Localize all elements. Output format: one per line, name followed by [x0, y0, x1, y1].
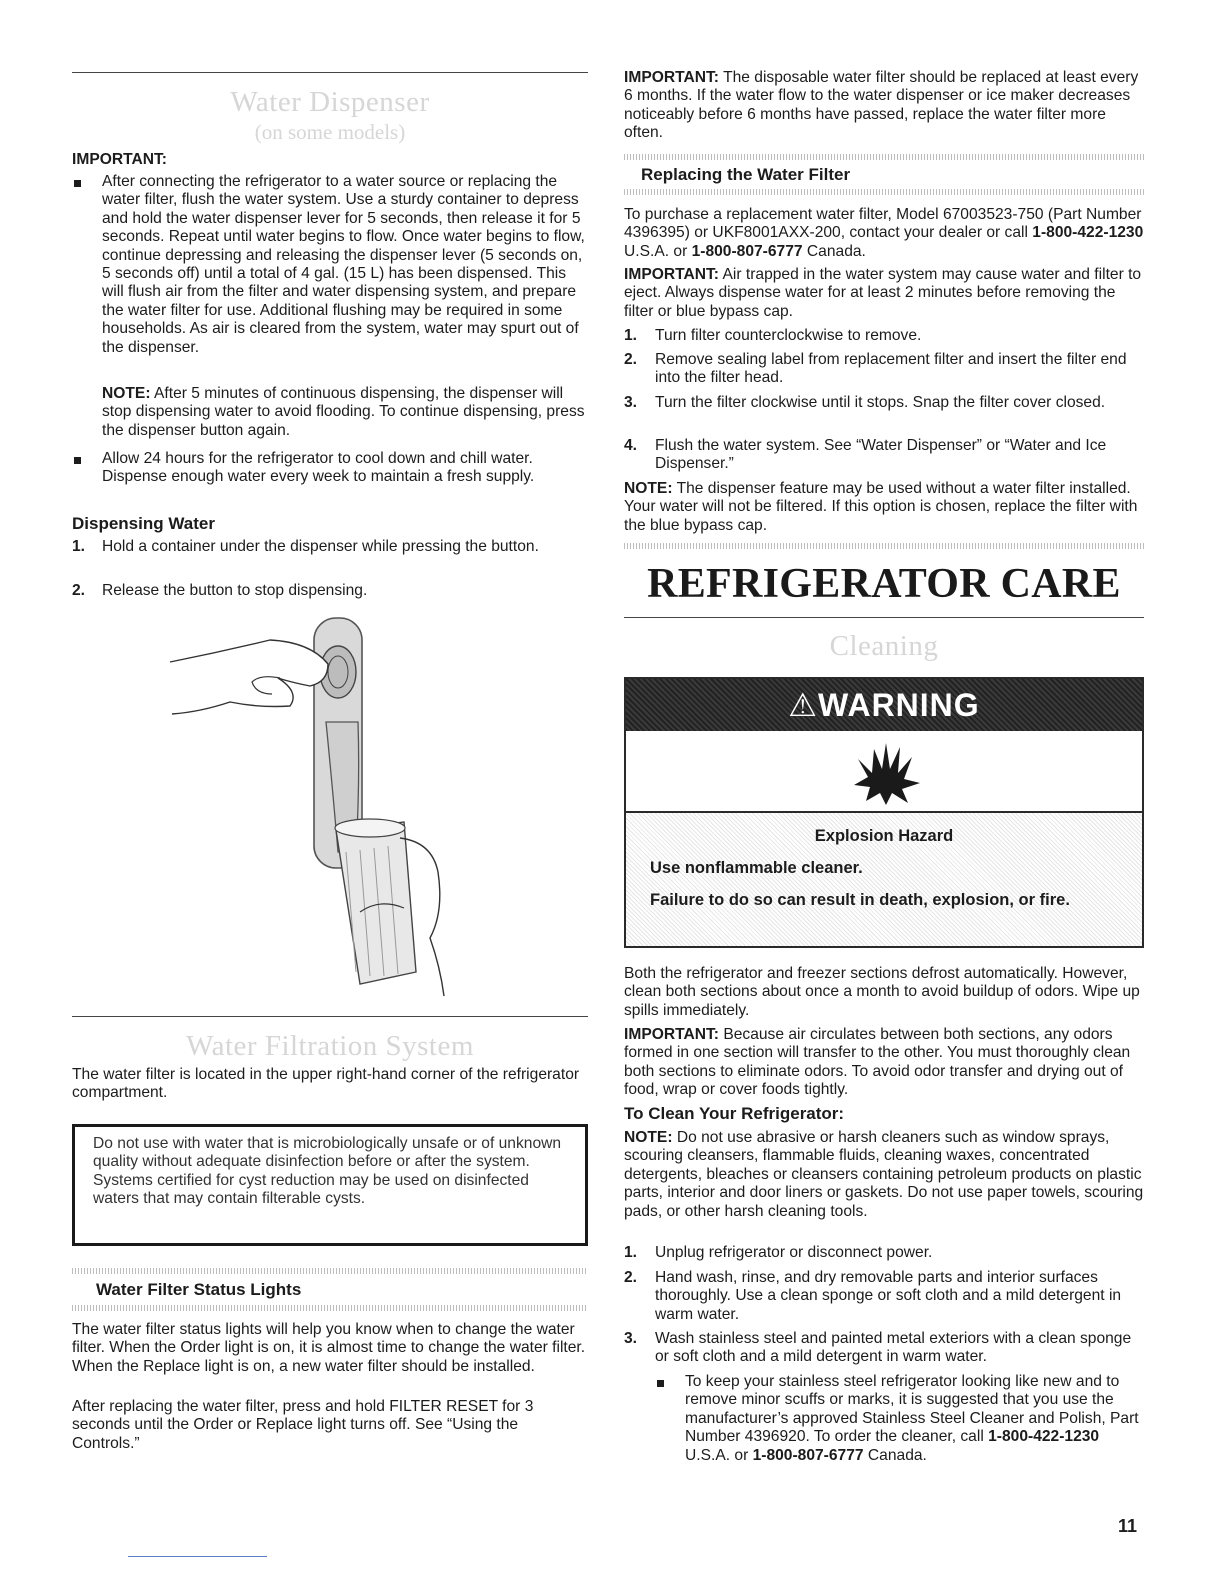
filter-location-text: The water filter is located in the upper right-hand corner of the refrigerator compartment.	[72, 1066, 580, 1102]
step-number: 2.	[624, 351, 638, 368]
status-heading-top-hatch	[72, 1268, 588, 1274]
replace-step-2: Remove sealing label from replacement filter and insert the filter end into the filter head.	[655, 351, 1127, 387]
purchase-text-a: To purchase a replacement water filter, Model 67003523-750 (Part Number 4396395) or UKF8001AXX-200, contact your dealer or call	[624, 206, 1142, 242]
water-filtration-title: Water Filtration System	[186, 1030, 474, 1062]
dispensing-water-heading: Dispensing Water	[72, 514, 215, 533]
water-dispenser-title: Water Dispenser	[230, 86, 430, 118]
step-number: 3.	[624, 394, 638, 411]
step-number: 1.	[624, 1244, 638, 1261]
purchase-filter-text	[624, 206, 1144, 261]
replace-step-4: Flush the water system. See “Water Dispenser” or “Water and Ice Dispenser.”	[655, 437, 1107, 473]
bullet-marker	[74, 180, 81, 187]
phone-usa: 1-800-422-1230	[1032, 224, 1144, 242]
replacing-heading-top-hatch	[624, 154, 1144, 160]
refrigerator-care-title: REFRIGERATOR CARE	[647, 561, 1121, 607]
clean-step-1: Unplug refrigerator or disconnect power.	[655, 1244, 933, 1261]
care-rule	[624, 617, 1144, 618]
replacing-heading-bottom-hatch	[624, 189, 1144, 195]
warning-text-area	[626, 813, 1142, 946]
dispense-step-1: Hold a container under the dispenser while pressing the button.	[102, 538, 539, 555]
step-number: 1.	[624, 327, 638, 344]
important-label: IMPORTANT:	[624, 1026, 719, 1043]
care-top-hatch	[624, 543, 1144, 549]
filter-reset-text: After replacing the water filter, press and hold FILTER RESET for 3 seconds until the Order or Replace light turns off. See “Using the Controls.”	[72, 1398, 534, 1452]
phone-canada: 1-800-807-6777	[691, 242, 803, 260]
hand	[170, 640, 328, 714]
status-lights-text: The water filter status lights will help you know when to change the water filter. When the Order light is on, it is almost time to change the water filter. When the Replace light is on, a new water filter should be installed.	[72, 1321, 586, 1375]
note-label: NOTE:	[102, 385, 151, 402]
explosion-icon	[846, 739, 926, 807]
defrost-text: Both the refrigerator and freezer sections defrost automatically. However, clean both sections about once a month to avoid buildup of odors. Wipe up spills immediately.	[624, 965, 1140, 1019]
warning-icon-area	[626, 731, 1142, 813]
page-number: 11	[1118, 1516, 1138, 1536]
cleaner-note	[624, 1129, 1144, 1221]
purchase-text-b: U.S.A. or	[624, 242, 692, 260]
dispense-step-2: Release the button to stop dispensing.	[102, 582, 368, 599]
step-number: 3.	[624, 1330, 638, 1347]
flush-instructions: After connecting the refrigerator to a water source or replacing the water filter, flush the water system. Use a sturdy container to depress and hold the water dispenser lever for 5 seconds, then release it for 5 seconds. Repeat until water begins to flow. Once water begins to flow, continue depressing and releasing the dispenser lever (5 seconds on, 5 seconds off) until a total of 4 gal. (15 L) has been dispensed. This will flush air from the filter and water dispensing system, and prepare the water filter for use. Additional flushing may be required in some households. As air is cleared from the system, water may spurt out of the dispenser.	[102, 173, 585, 356]
stainless-text-c: Canada.	[863, 1446, 927, 1464]
important-label: IMPORTANT:	[624, 266, 719, 283]
odor-important-body: Because air circulates between both sections, any odors formed in one section will transfer to the other. You must thoroughly clean both sections to eliminate odors. To avoid odor transfer and drying out of food, wrap or cover foods tightly.	[624, 1026, 1131, 1099]
water-quality-notice-text: Do not use with water that is microbiologically unsafe or of unknown quality without adequate disinfection before or after the system. Systems certified for cyst reduction may be used on disinfected waters that may contain filterable cysts.	[93, 1135, 562, 1208]
replace-interval-text	[624, 69, 1144, 143]
explosion-warning-box	[624, 677, 1144, 948]
stainless-text-b: U.S.A. or	[685, 1446, 753, 1464]
important-label: IMPORTANT:	[72, 151, 167, 168]
top-rule-left	[72, 72, 588, 73]
clean-step-3: Wash stainless steel and painted metal exteriors with a clean sponge or soft cloth and a mild detergent in warm water.	[655, 1330, 1132, 1366]
clean-refrigerator-heading: To Clean Your Refrigerator:	[624, 1104, 845, 1123]
bypass-note-body: The dispenser feature may be used without a water filter installed. Your water will not be filtered. If this option is chosen, replace the filter with the blue bypass cap.	[624, 480, 1138, 534]
purchase-text-c: Canada.	[802, 242, 866, 260]
cleaner-note-body: Do not use abrasive or harsh cleaners such as window sprays, scouring cleansers, flammable fluids, cleaning waxes, concentrated detergents, bleaches or cleansers containing petroleum products on plastic parts, interior and door liners or gaskets. Do not use paper towels, scouring pads, or other harsh cleaning tools.	[624, 1129, 1144, 1220]
replace-step-3: Turn the filter clockwise until it stops. Snap the filter cover closed.	[655, 394, 1106, 411]
warning-label: WARNING	[818, 687, 980, 723]
filtration-rule	[72, 1016, 588, 1017]
warning-triangle-icon: ⚠	[788, 687, 819, 723]
replace-step-1: Turn filter counterclockwise to remove.	[655, 327, 922, 344]
step-number: 2.	[72, 582, 86, 599]
step-number: 4.	[624, 437, 638, 454]
water-quality-notice	[72, 1124, 588, 1246]
replacing-filter-heading: Replacing the Water Filter	[641, 165, 851, 184]
water-glass	[335, 819, 416, 984]
air-trapped-body: Air trapped in the water system may cause water and filter to eject. Always dispense water for at least 2 minutes before removing the filter or blue bypass cap.	[624, 266, 1142, 320]
dispenser-illustration	[160, 612, 490, 1002]
cleaning-title: Cleaning	[829, 630, 939, 662]
stainless-steel-tip	[685, 1373, 1144, 1465]
status-lights-heading: Water Filter Status Lights	[96, 1280, 302, 1299]
warning-header	[626, 679, 1142, 731]
bypass-note	[624, 480, 1144, 535]
bottom-blue-rule	[128, 1556, 267, 1557]
warning-line-1: Use nonflammable cleaner.	[650, 859, 863, 877]
note-text: After 5 minutes of continuous dispensing, the dispenser will stop dispensing water to avoid flooding. To continue dispensing, press the dispenser button again.	[102, 385, 585, 439]
replace-interval-body: The disposable water filter should be replaced at least every 6 months. If the water flow to the water dispenser or ice maker decreases noticeably before 6 months have passed, replace the water filter more often.	[624, 69, 1139, 142]
step-number: 2.	[624, 1269, 638, 1286]
status-heading-bottom-hatch	[72, 1305, 588, 1311]
note-label: NOTE:	[624, 480, 673, 497]
note-label: NOTE:	[624, 1129, 673, 1146]
explosion-hazard-label: Explosion Hazard	[814, 827, 954, 845]
air-trapped-text	[624, 266, 1144, 321]
warning-line-2: Failure to do so can result in death, explosion, or fire.	[650, 891, 1070, 909]
stainless-text-a: To keep your stainless steel refrigerator looking like new and to remove minor scuffs or marks, it is suggested that you use the manufacturer’s approved Stainless Steel Cleaner and Polish, Part Number 4396920. To order the cleaner, call	[685, 1373, 1139, 1446]
cool-down-instructions: Allow 24 hours for the refrigerator to cool down and chill water. Dispense enough water every week to maintain a fresh supply.	[102, 450, 535, 486]
bullet-marker	[74, 457, 81, 464]
dispenser-note	[102, 385, 588, 440]
step-number: 1.	[72, 538, 86, 555]
odor-important-text	[624, 1026, 1144, 1100]
clean-step-2: Hand wash, rinse, and dry removable parts and interior surfaces thoroughly. Use a clean sponge or soft cloth and a mild detergent in warm water.	[655, 1269, 1122, 1323]
bullet-marker	[657, 1380, 664, 1387]
important-label: IMPORTANT:	[624, 69, 719, 86]
water-dispenser-subtitle: (on some models)	[254, 120, 406, 144]
phone-canada: 1-800-807-6777	[752, 1446, 864, 1464]
phone-usa: 1-800-422-1230	[988, 1428, 1100, 1446]
